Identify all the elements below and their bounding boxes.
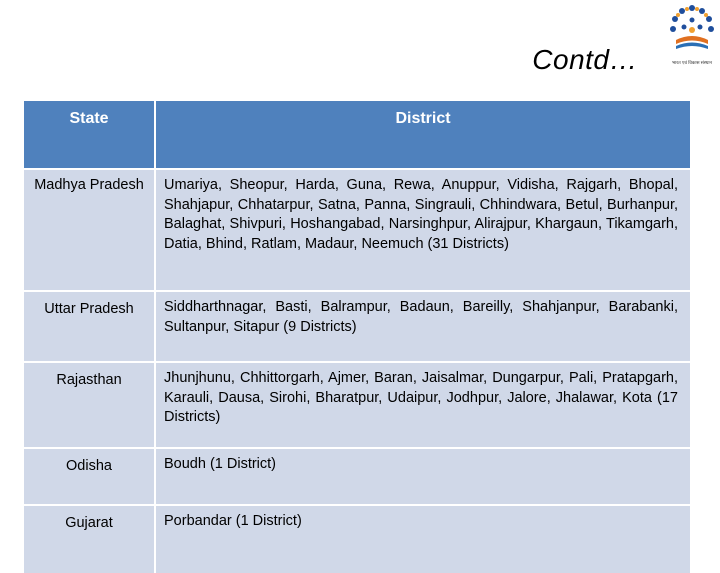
table-row — [24, 504, 690, 573]
table-row — [24, 447, 690, 504]
header-district: District — [156, 101, 690, 168]
state-cell: Uttar Pradesh — [24, 290, 156, 361]
slide-title: Contd… — [532, 44, 638, 75]
district-cell: Porbandar (1 District) — [156, 504, 690, 573]
logo-caption-text: भारत एवं विकास संस्थान — [671, 60, 713, 65]
district-cell: Umariya, Sheopur, Harda, Guna, Rewa, Anuppur, Vidisha, Rajgarh, Bhopal, Shahjapur, Chhatarpur, Satna, Panna, Singrauli, Chhindwara, Betul, Burhanpur, Balaghat, Shivpuri, Hoshangabad, Narsinghpur, Alirajpur, Khargaun, Tikamgarh, Datia, Bhind, Ratlam, Madaur, Neemuch (31 Districts) — [156, 168, 690, 290]
table-row — [24, 361, 690, 447]
table-row — [24, 290, 690, 361]
state-cell: Madhya Pradesh — [24, 168, 156, 290]
state-district-table — [24, 101, 690, 573]
state-cell: Odisha — [24, 447, 156, 504]
table-row — [24, 168, 690, 290]
table-header-row — [24, 101, 690, 168]
district-cell: Siddharthnagar, Basti, Balrampur, Badaun, Bareilly, Shahjanpur, Barabanki, Sultanpur, Sitapur (9 Districts) — [156, 290, 690, 361]
organization-logo-icon — [664, 0, 720, 84]
state-cell: Gujarat — [24, 504, 156, 573]
header-state: State — [24, 101, 156, 168]
logo-caption — [664, 60, 720, 66]
state-cell: Rajasthan — [24, 361, 156, 447]
district-cell: Jhunjhunu, Chhittorgarh, Ajmer, Baran, Jaisalmar, Dungarpur, Pali, Pratapgarh, Karauli, Dausa, Sirohi, Bharatpur, Udaipur, Jodhpur, Jalore, Jhalawar, Kota (17 Districts) — [156, 361, 690, 447]
district-cell: Boudh (1 District) — [156, 447, 690, 504]
